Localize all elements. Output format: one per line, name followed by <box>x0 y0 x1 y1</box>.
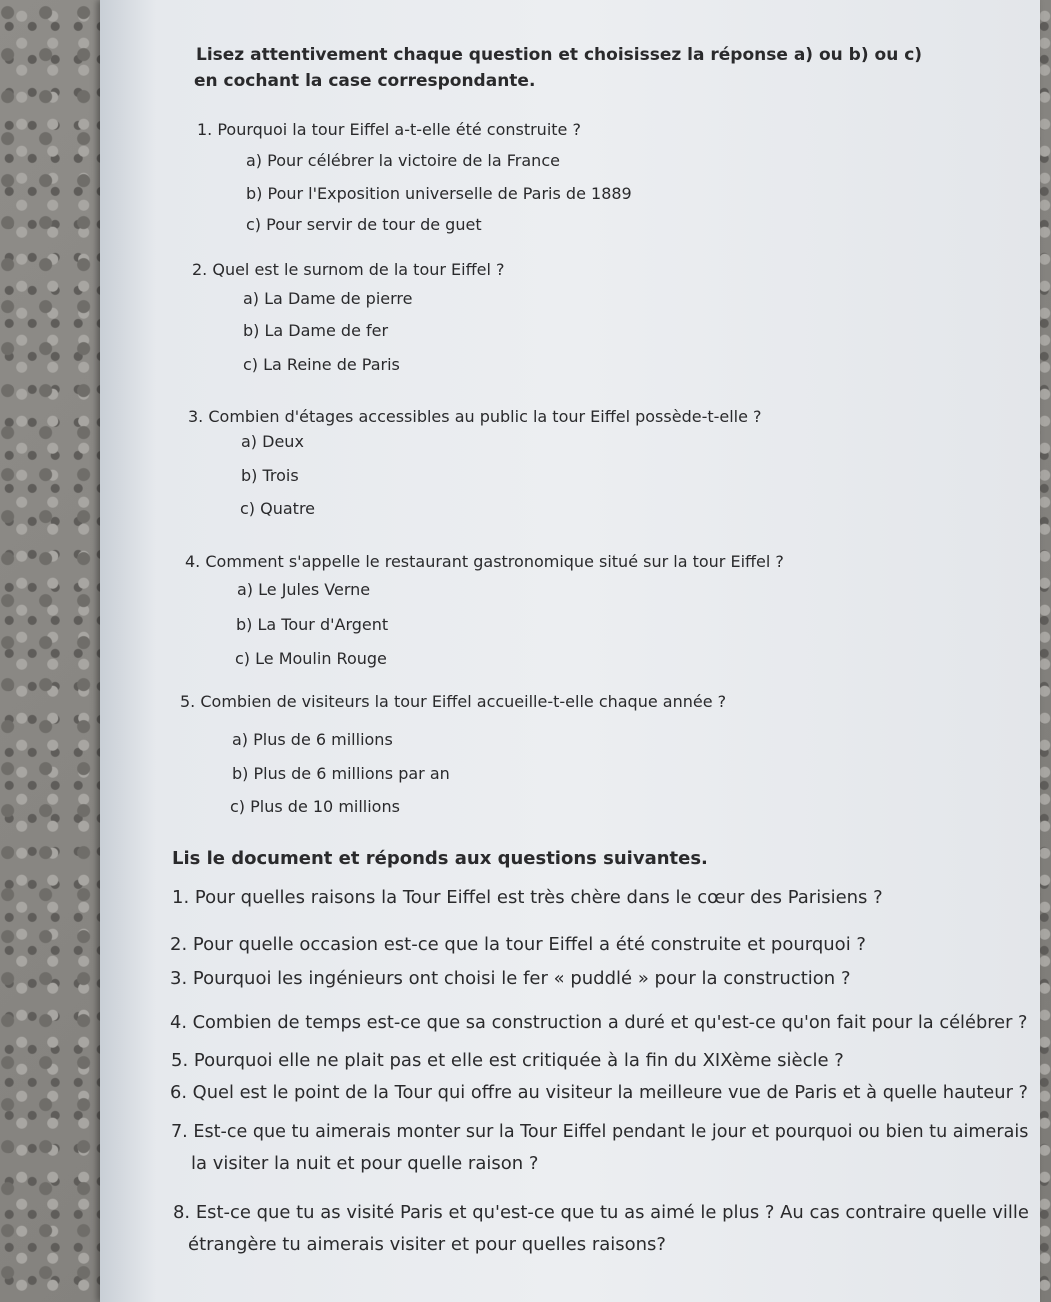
mcq-question-5: 5. Combien de visiteurs la tour Eiffel accueille-t-elle chaque année ? <box>180 692 727 711</box>
instructions-line-2: en cochant la case correspondante. <box>194 71 536 91</box>
open-question-7-line-1: 7. Est-ce que tu aimerais monter sur la Tour Eiffel pendant le jour et pourquoi ou bien tu aimerais <box>171 1121 1029 1142</box>
mcq-5-option-c[interactable]: c) Plus de 10 millions <box>230 797 400 816</box>
section-2-heading: Lis le document et réponds aux questions suivantes. <box>172 848 708 869</box>
mcq-2-option-c[interactable]: c) La Reine de Paris <box>243 355 400 374</box>
mcq-4-option-c[interactable]: c) Le Moulin Rouge <box>235 649 387 668</box>
mcq-5-option-b[interactable]: b) Plus de 6 millions par an <box>232 764 450 783</box>
mcq-question-1: 1. Pourquoi la tour Eiffel a-t-elle été construite ? <box>197 120 581 139</box>
open-question-5: 5. Pourquoi elle ne plait pas et elle est critiquée à la fin du XIXème siècle ? <box>171 1050 844 1071</box>
open-question-3: 3. Pourquoi les ingénieurs ont choisi le fer « puddlé » pour la construction ? <box>170 968 851 989</box>
mcq-4-option-a[interactable]: a) Le Jules Verne <box>237 580 371 599</box>
mcq-question-4: 4. Comment s'appelle le restaurant gastronomique situé sur la tour Eiffel ? <box>185 552 784 571</box>
instructions-line-1: Lisez attentivement chaque question et choisissez la réponse a) ou b) ou c) <box>196 45 923 65</box>
mcq-question-2: 2. Quel est le surnom de la tour Eiffel ? <box>192 260 505 279</box>
mcq-4-option-b[interactable]: b) La Tour d'Argent <box>236 615 389 634</box>
mcq-2-option-b[interactable]: b) La Dame de fer <box>243 321 389 340</box>
mcq-1-option-a[interactable]: a) Pour célébrer la victoire de la France <box>246 151 560 170</box>
open-question-8-line-1: 8. Est-ce que tu as visité Paris et qu'est-ce que tu as aimé le plus ? Au cas contraire quelle ville <box>173 1202 1029 1223</box>
mcq-3-option-a[interactable]: a) Deux <box>241 432 304 451</box>
mcq-2-option-a[interactable]: a) La Dame de pierre <box>243 289 413 308</box>
open-question-7-line-2: la visiter la nuit et pour quelle raison ? <box>191 1153 539 1174</box>
mcq-1-option-c[interactable]: c) Pour servir de tour de guet <box>246 215 482 234</box>
open-question-8-line-2: étrangère tu aimerais visiter et pour quelles raisons? <box>188 1234 666 1255</box>
open-question-6: 6. Quel est le point de la Tour qui offre au visiteur la meilleure vue de Paris et à quelle hauteur ? <box>170 1082 1029 1103</box>
mcq-3-option-b[interactable]: b) Trois <box>241 466 299 485</box>
open-question-4: 4. Combien de temps est-ce que sa construction a duré et qu'est-ce qu'on fait pour la célébrer ? <box>170 1012 1028 1033</box>
open-question-2: 2. Pour quelle occasion est-ce que la tour Eiffel a été construite et pourquoi ? <box>170 934 866 955</box>
mcq-question-3: 3. Combien d'étages accessibles au public la tour Eiffel possède-t-elle ? <box>188 407 762 426</box>
mcq-1-option-b[interactable]: b) Pour l'Exposition universelle de Paris de 1889 <box>246 184 632 203</box>
mcq-3-option-c[interactable]: c) Quatre <box>240 499 316 518</box>
open-question-1: 1. Pour quelles raisons la Tour Eiffel est très chère dans le cœur des Parisiens ? <box>172 887 883 908</box>
mcq-5-option-a[interactable]: a) Plus de 6 millions <box>232 730 393 749</box>
